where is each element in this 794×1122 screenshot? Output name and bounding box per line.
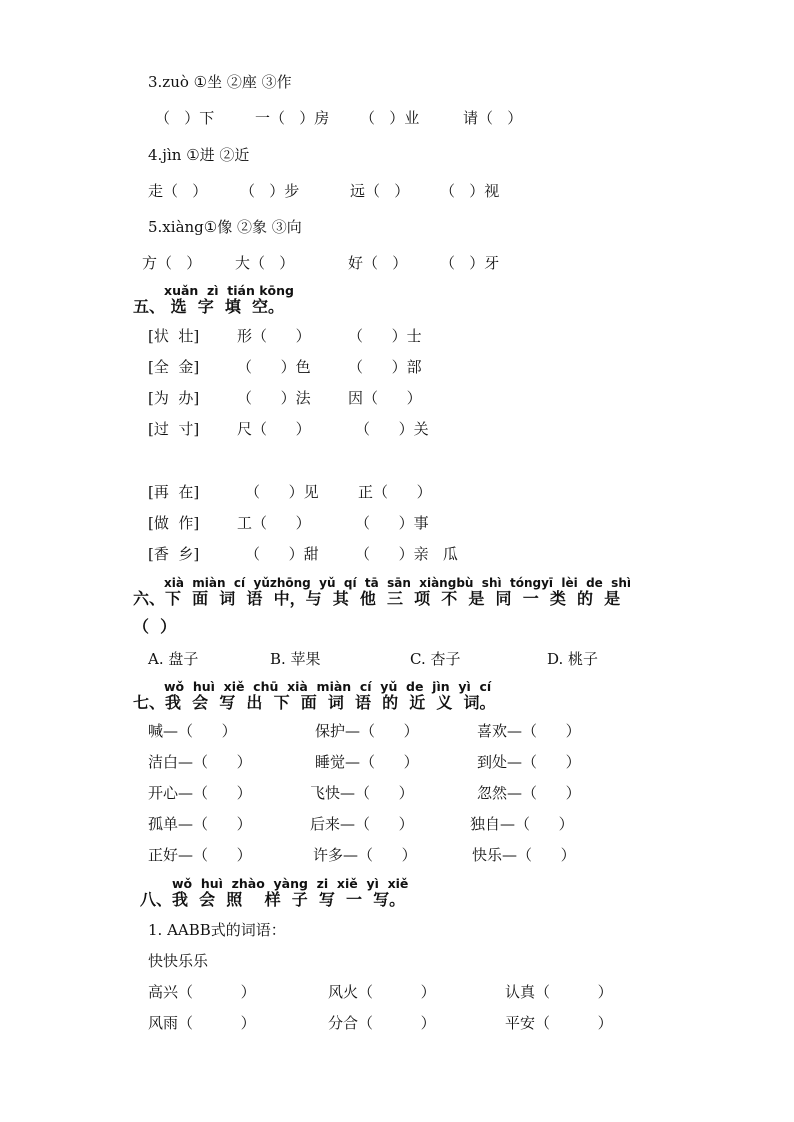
- q5-header: 5.xiàng①像 ②象 ③向: [148, 218, 302, 236]
- char-pair: [香 乡]: [148, 545, 200, 563]
- q3-header: 3.zuò ①坐 ②座 ③作: [148, 73, 292, 91]
- fill-blank: 因（ ）: [348, 389, 422, 407]
- synonym-item: 喜欢—（ ）: [477, 722, 581, 740]
- char-pair: [过 寸]: [148, 420, 200, 438]
- section-6-title: 六、下 面 词 语 中，与 其 他 三 项 不 是 同 一 类 的 是: [133, 589, 621, 608]
- char-pair: [再 在]: [148, 483, 200, 501]
- q5-item: 方（ ）: [142, 254, 202, 272]
- char-pair: [为 办]: [148, 389, 200, 407]
- synonym-item: 后来—（ ）: [310, 815, 414, 833]
- fill-blank: 正（ ）: [358, 483, 432, 501]
- option-d: D. 桃子: [547, 650, 599, 668]
- aabb-item: 平安（ ）: [505, 1014, 613, 1032]
- synonym-item: 飞快—（ ）: [310, 784, 414, 802]
- example-word: 快快乐乐: [148, 952, 209, 970]
- fill-blank: （ ）事: [355, 514, 429, 532]
- synonym-item: 洁白—（ ）: [148, 753, 252, 771]
- section-8-title: 八、我 会 照 样 子 写 一 写。: [140, 890, 406, 909]
- section-8-pinyin: wǒ huì zhào yàng zi xiě yì xiě: [172, 876, 409, 891]
- synonym-item: 正好—（ ）: [148, 846, 252, 864]
- synonym-item: 忽然—（ ）: [477, 784, 581, 802]
- fill-blank: （ ）关: [355, 420, 429, 438]
- section-8-subheading: 1. AABB式的词语：: [148, 921, 286, 939]
- section-6-pinyin: xià miàn cí yǔzhōng yǔ qí tā sān xiàngbù shì tóngyī lèi de shì: [164, 576, 631, 590]
- q5-item: 大（ ）: [235, 254, 295, 272]
- aabb-item: 风火（ ）: [328, 983, 436, 1001]
- fill-blank: （ ）士: [348, 327, 422, 345]
- fill-blank: （ ）亲 瓜: [355, 545, 458, 563]
- q3-item: 请（ ）: [463, 109, 523, 127]
- fill-blank: 工（ ）: [237, 514, 311, 532]
- q3-item: 一（ ）房: [255, 109, 330, 127]
- option-c: C. 杏子: [410, 650, 461, 668]
- section-5-pinyin: xuǎn zì tián kōng: [164, 283, 294, 298]
- fill-blank: （ ）法: [237, 389, 311, 407]
- aabb-item: 分合（ ）: [328, 1014, 436, 1032]
- synonym-item: 睡觉—（ ）: [315, 753, 419, 771]
- fill-blank: （ ）部: [348, 358, 422, 376]
- fill-blank: （ ）见: [245, 483, 319, 501]
- option-a: A. 盘子: [148, 650, 199, 668]
- fill-blank: （ ）甜: [245, 545, 319, 563]
- fill-blank: 尺（ ）: [237, 420, 311, 438]
- q4-item: 远（ ）: [350, 182, 410, 200]
- aabb-item: 认真（ ）: [505, 983, 613, 1001]
- q5-item: （ ）牙: [440, 254, 500, 272]
- synonym-item: 独自—（ ）: [470, 815, 574, 833]
- section-6-answer-blank: （ ）: [133, 617, 177, 636]
- synonym-item: 保护—（ ）: [315, 722, 419, 740]
- q5-item: 好（ ）: [348, 254, 408, 272]
- q4-item: 走（ ）: [148, 182, 208, 200]
- section-7-title: 七、我 会 写 出 下 面 词 语 的 近 义 词。: [133, 693, 496, 712]
- synonym-item: 许多—（ ）: [313, 846, 417, 864]
- aabb-item: 风雨（ ）: [148, 1014, 256, 1032]
- q4-header: 4.jìn ①进 ②近: [148, 146, 250, 164]
- section-5-title: 五、 选 字 填 空。: [133, 297, 284, 316]
- q3-item: （ ）业: [360, 109, 420, 127]
- synonym-item: 孤单—（ ）: [148, 815, 252, 833]
- char-pair: [状 壮]: [148, 327, 200, 345]
- fill-blank: 形（ ）: [237, 327, 311, 345]
- synonym-item: 喊—（ ）: [148, 722, 237, 740]
- synonym-item: 到处—（ ）: [477, 753, 581, 771]
- section-7-pinyin: wǒ huì xiě chū xià miàn cí yǔ de jìn yì cí: [164, 679, 492, 694]
- synonym-item: 开心—（ ）: [148, 784, 252, 802]
- option-b: B. 苹果: [270, 650, 321, 668]
- fill-blank: （ ）色: [237, 358, 311, 376]
- q3-item: （ ）下: [155, 109, 215, 127]
- q4-item: （ ）视: [440, 182, 500, 200]
- char-pair: [全 金]: [148, 358, 200, 376]
- synonym-item: 快乐—（ ）: [472, 846, 576, 864]
- q4-item: （ ）步: [240, 182, 300, 200]
- char-pair: [做 作]: [148, 514, 200, 532]
- aabb-item: 高兴（ ）: [148, 983, 256, 1001]
